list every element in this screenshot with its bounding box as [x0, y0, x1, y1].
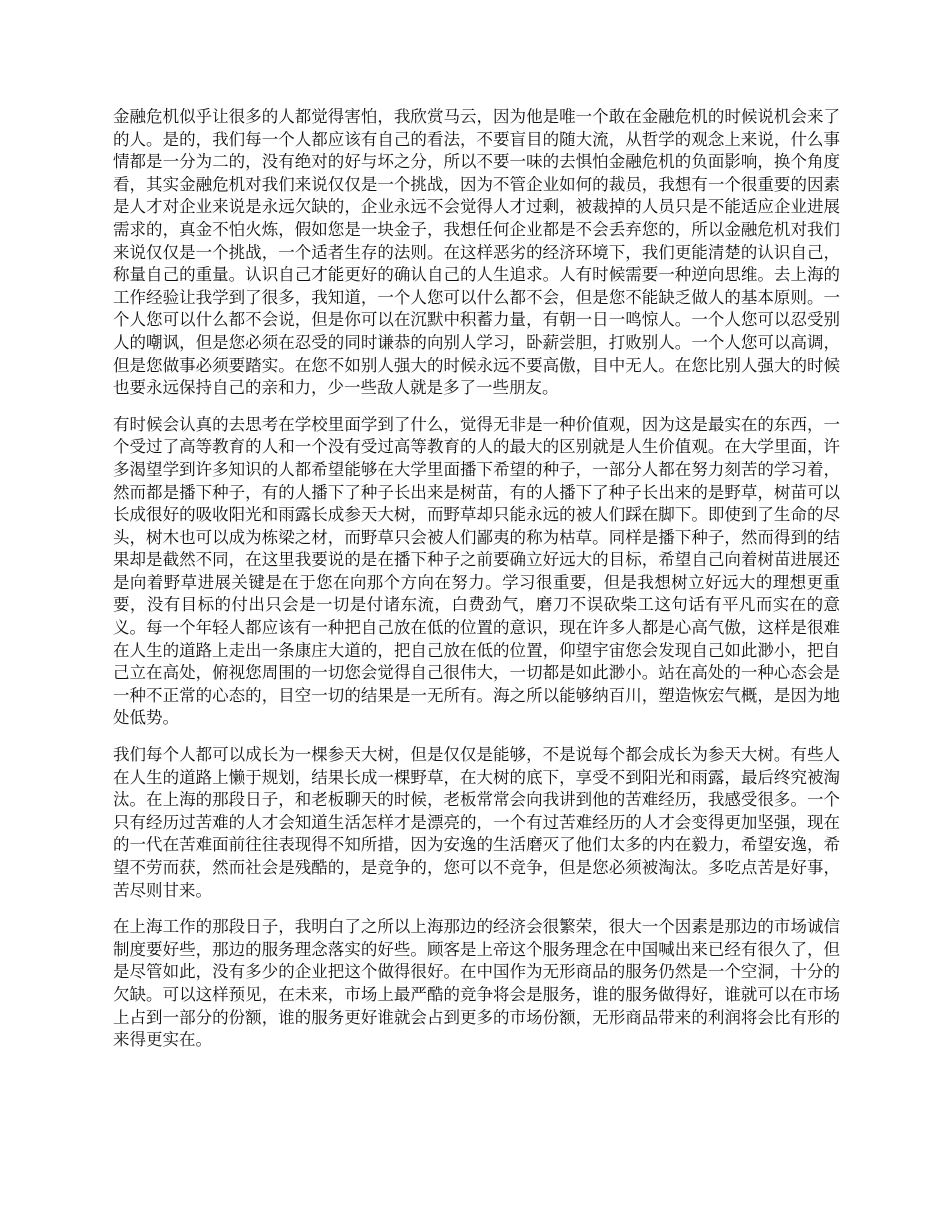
document-body [113, 106, 840, 1066]
paragraph-2: 有时候会认真的去思考在学校里面学到了什么，觉得无非是一种价值观，因为这是最实在的东西，一个受过了高等教育的人和一个没有受过高等教育的人的最大的区别就是人生价值观。在大学里面，许多渴望学到许多知识的人都希望能够在大学里面播下希望的种子，一部分人都在努力刻苦的学习着，然而都是播下种子，有的人播下了种子长出来是树苗，有的人播下了种子长出来的是野草，树苗可以长成很好的吸收阳光和雨露长成参天大树，而野草却只能永远的被人们踩在脚下。即使到了生命的尽头，树木也可以成为栋梁之材，而野草只会被人们鄙夷的称为枯草。同样是播下种子，然而得到的结果却是截然不同，在这里我要说的是在播下种子之前要确立好远大的目标，希望自己向着树苗进展还是向着野草进展关键是在于您在向那个方向在努力。学习很重要，但是我想树立好远大的理想更重要，没有目标的付出只会是一切是付诸东流，白费劲气，磨刀不误砍柴工这句话有平凡而实在的意义。每一个年轻人都应该有一种把自己放在低的位置的意识，现在许多人都是心高气傲，这样是很难在人生的道路上走出一条康庄大道的，把自己放在低的位置，仰望宇宙您会发现自己如此渺小，把自己立在高处，俯视您周围的一切您会觉得自己很伟大，一切都是如此渺小。站在高处的一种心态会是一种不正常的心态的，目空一切的结果是一无所有。海之所以能够纳百川，塑造恢宏气概，是因为地处低势。 [113, 414, 840, 728]
paragraph-1: 金融危机似乎让很多的人都觉得害怕，我欣赏马云，因为他是唯一个敢在金融危机的时候说机会来了的人。是的，我们每一个人都应该有自己的看法，不要盲目的随大流，从哲学的观念上来说，什么事情都是一分为二的，没有绝对的好与坏之分，所以不要一味的去惧怕金融危机的负面影响，换个角度看，其实金融危机对我们来说仅仅是一个挑战，因为不管企业如何的裁员，我想有一个很重要的因素是人才对企业来说是永远欠缺的，企业永远不会觉得人才过剩，被裁掉的人员只是不能适应企业进展需求的，真金不怕火炼，假如您是一块金子，我想任何企业都是不会丢弃您的，所以金融危机对我们来说仅仅是一个挑战，一个适者生存的法则。在这样恶劣的经济环境下，我们更能清楚的认识自己，称量自己的重量。认识自己才能更好的确认自己的人生追求。人有时候需要一种逆向思维。去上海的工作经验让我学到了很多，我知道，一个人您可以什么都不会，但是您不能缺乏做人的基本原则。一个人您可以什么都不会说，但是你可以在沉默中积蓄力量，有朝一日一鸣惊人。一个人您可以忍受别人的嘲讽，但是您必须在忍受的同时谦恭的向别人学习，卧薪尝胆，打败别人。一个人您可以高调，但是您做事必须要踏实。在您不如别人强大的时候永远不要高傲，目中无人。在您比别人强大的时候也要永远保持自己的亲和力，少一些敌人就是多了一些朋友。 [113, 107, 840, 398]
paragraph-3: 我们每个人都可以成长为一棵参天大树，但是仅仅是能够，不是说每个都会成长为参天大树。有些人在人生的道路上懒于规划，结果长成一棵野草，在大树的底下，享受不到阳光和雨露，最后终究被淘汰。在上海的那段日子，和老板聊天的时候，老板常常会向我讲到他的苦难经历，我感受很多。一个只有经历过苦难的人才会知道生活怎样才是漂亮的，一个有过苦难经历的人才会变得更加坚强，现在的一代在苦难面前往往表现得不知所措，因为安逸的生活磨灭了他们太多的内在毅力，希望安逸，希望不劳而获，然而社会是残酷的，是竞争的，您可以不竞争，但是您必须被淘汰。多吃点苦是好事，苦尽则甘来。 [113, 745, 840, 900]
paragraph-4: 在上海工作的那段日子，我明白了之所以上海那边的经济会很繁荣，很大一个因素是那边的市场诚信制度要好些，那边的服务理念落实的好些。顾客是上帝这个服务理念在中国喊出来已经有很久了，但是尽管如此，没有多少的企业把这个做得很好。在中国作为无形商品的服务仍然是一个空洞，十分的欠缺。可以这样预见，在未来，市场上最严酷的竞争将会是服务，谁的服务做得好，谁就可以在市场上占到一部分的份额，谁的服务更好谁就会占到更多的市场份额，无形商品带来的利润将会比有形的来得更实在。 [113, 917, 840, 1050]
